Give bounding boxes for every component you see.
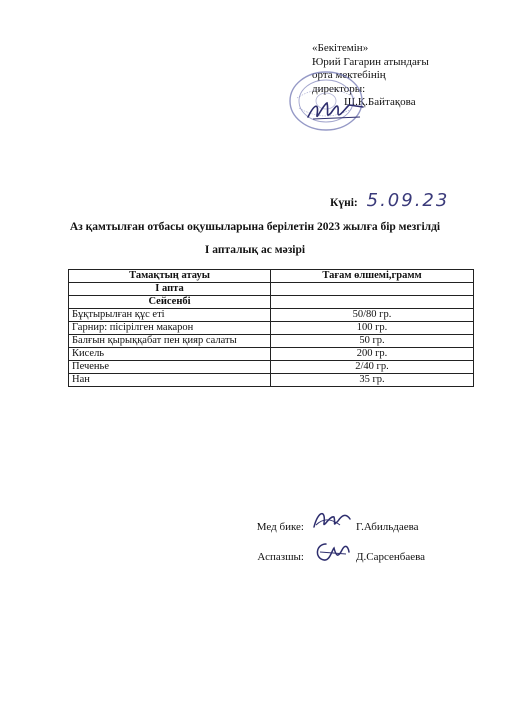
approval-director-name: Ш.Қ.Байтақова [344,96,416,108]
document-title: Аз қамтылған отбасы оқушыларына берілетін 2023 жылға бір мезгілді [69,221,441,233]
header-dish: Тамақтың атауы [69,270,271,283]
approval-school-type: орта мектебінің [312,69,386,81]
nurse-role: Мед бике: [256,521,304,533]
dish-name: Гарнир: пісірілген макарон [69,322,271,335]
day-empty-cell [271,296,474,309]
dish-weight: 2/40 гр. [271,361,474,374]
menu-table [68,269,474,387]
cook-name: Д.Сарсенбаева [356,551,426,563]
table-row [69,322,474,335]
dish-name: Балғын қырыққабат пен қияр салаты [69,335,271,348]
dish-weight: 100 гр. [271,322,474,335]
dish-name: Бұқтырылған құс еті [69,309,271,322]
approval-title: «Бекітемін» [312,42,369,54]
dish-weight: 50 гр. [271,335,474,348]
table-header-row [69,270,474,283]
cook-signature-icon [312,538,352,566]
dish-name: Кисель [69,348,271,361]
document-subtitle: I апталық ас мәзірі [204,244,306,256]
table-row [69,309,474,322]
approval-position: директоры: [312,82,366,95]
table-row [69,374,474,387]
dish-weight: 200 гр. [271,348,474,361]
dish-weight: 35 гр. [271,374,474,387]
dish-name: Нан [69,374,271,387]
dish-weight: 50/80 гр. [271,309,474,322]
week-row [69,283,474,296]
dish-name: Печенье [69,361,271,374]
director-signature-icon [305,95,365,125]
nurse-name: Г.Абильдаева [356,521,419,533]
table-row [69,335,474,348]
date-row [330,190,449,211]
day-row [69,296,474,309]
week-empty-cell [271,283,474,296]
table-row [69,348,474,361]
week-label: I апта [69,283,271,296]
cook-role: Аспазшы: [257,551,304,563]
day-label: Сейсенбі [69,296,271,309]
header-weight: Тағам өлшемі,грамм [271,270,474,283]
date-value: 5.09.23 [366,190,450,211]
date-label: Күні: [330,197,358,209]
nurse-signature-icon [310,505,354,533]
approval-school: Юрий Гагарин атындағы [312,55,429,68]
table-row [69,361,474,374]
